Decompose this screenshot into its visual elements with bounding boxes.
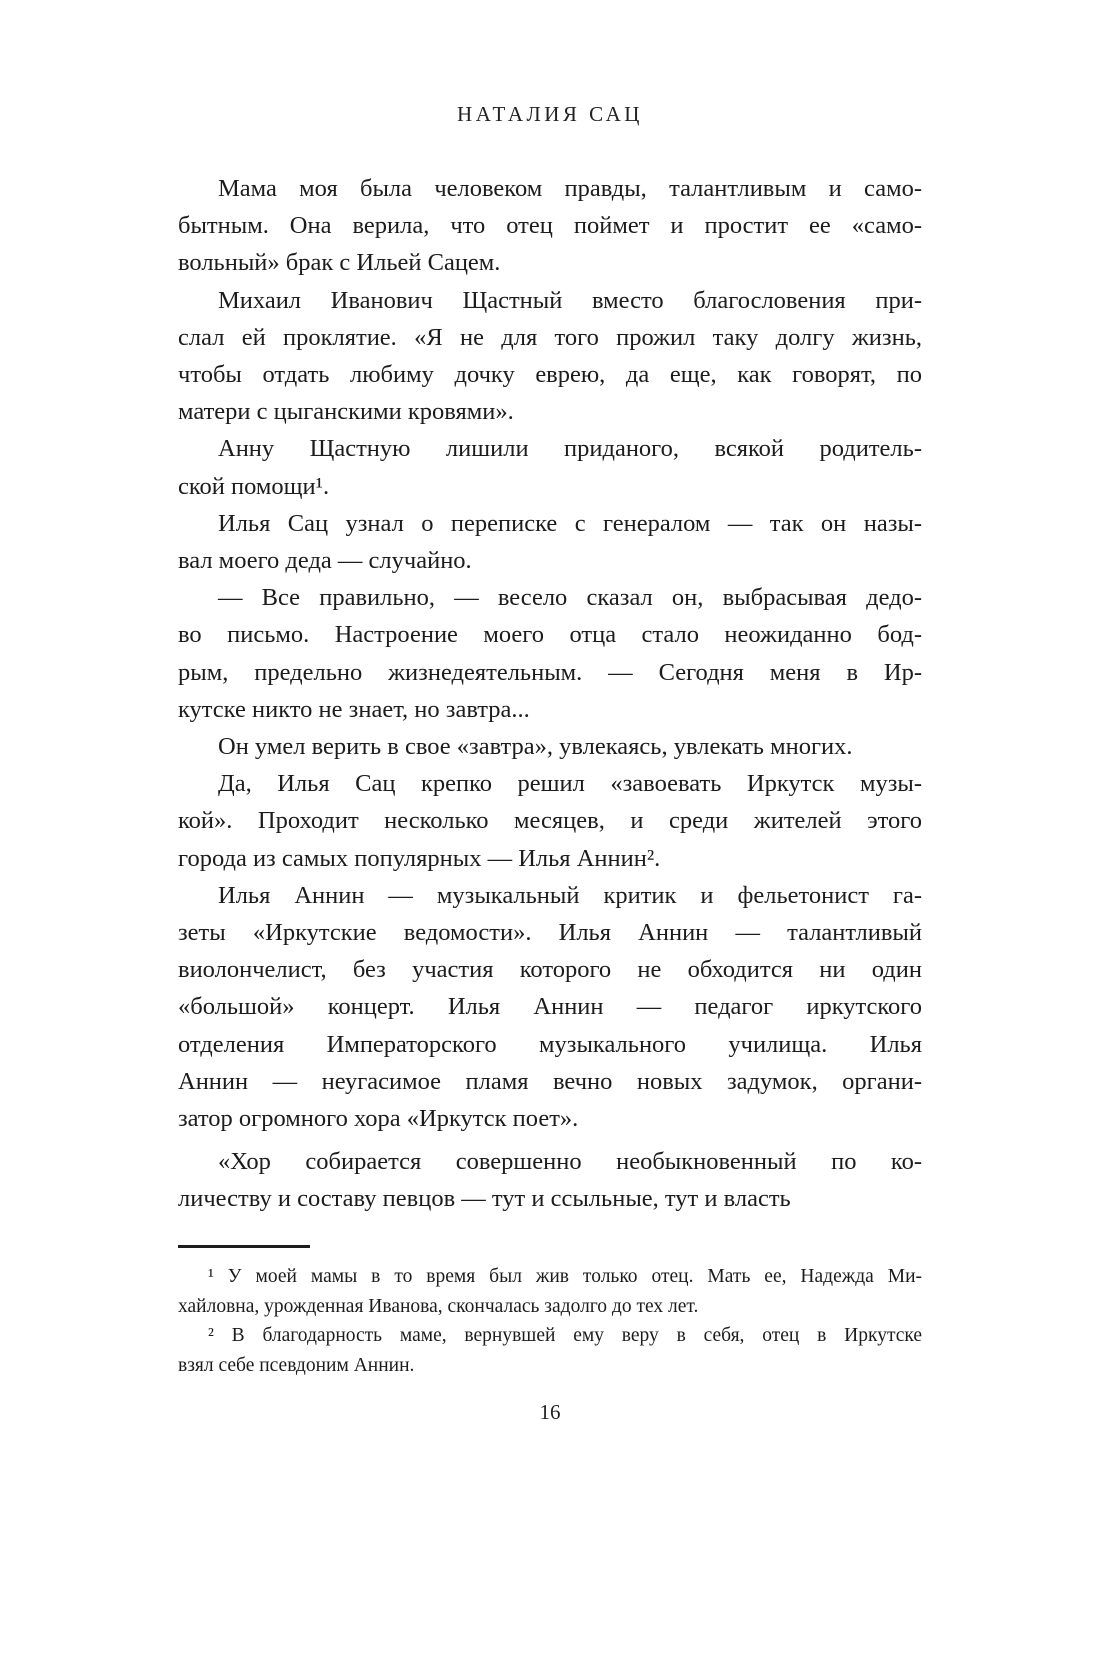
text-line: кутске никто не знает, но завтра...	[178, 695, 530, 723]
text-line: Илья Аннин — музыкальный критик и фельетонист га-	[218, 881, 922, 909]
paragraph	[178, 170, 922, 282]
text-line: — Все правильно, — весело сказал он, выбрасывая дедо-	[218, 584, 922, 612]
text-line: Илья Сац узнал о переписке с генералом — так он назы-	[218, 509, 922, 537]
text-line: во письмо. Настроение моего отца стало неожиданно бод-	[178, 621, 922, 649]
text-line: «Хор собирается совершенно необыкновенный по ко-	[218, 1148, 922, 1176]
text-line: отделения Императорского музыкального училища. Илья	[178, 1030, 922, 1058]
text-line: слал ей проклятие. «Я не для того прожил таку долгу жизнь,	[178, 323, 922, 351]
footnote-line: ¹ У моей мамы в то время был жив только отец. Мать ее, Надежда Ми-	[208, 1266, 922, 1287]
text-line: зеты «Иркутские ведомости». Илья Аннин — талантливый	[178, 919, 922, 947]
text-line: бытным. Она верила, что отец поймет и простит ее «само-	[178, 212, 922, 240]
footnote-line: хайловна, урожденная Иванова, скончалась задолго до тех лет.	[178, 1295, 699, 1317]
text-line: матери с цыганскими кровями».	[178, 398, 514, 426]
footnote-line: взял себе псевдоним Аннин.	[178, 1354, 415, 1376]
text-line: Анну Щастную лишили приданого, всякой родитель-	[218, 435, 922, 463]
page-number: 16	[539, 1400, 561, 1424]
text-line: города из самых популярных — Илья Аннин².	[178, 844, 661, 872]
text-line: ской помощи¹.	[178, 472, 330, 500]
text-line: кой». Проходит несколько месяцев, и среди жителей этого	[178, 807, 922, 835]
text-line: Михаил Иванович Щастный вместо благословения при-	[218, 286, 922, 314]
text-line: Он умел верить в свое «завтра», увлекаясь, увлекать многих.	[218, 733, 853, 761]
text-line: чтобы отдать любиму дочку еврею, да еще, как говорят, по	[178, 361, 922, 389]
text-line: «большой» концерт. Илья Аннин — педагог иркутского	[178, 993, 922, 1021]
footnote-separator	[178, 1245, 310, 1248]
paragraph	[178, 579, 922, 728]
paragraph	[178, 877, 922, 1137]
paragraph	[178, 728, 922, 765]
paragraph	[178, 505, 922, 579]
running-head: НАТАЛИЯ САЦ	[457, 102, 643, 126]
paragraph	[178, 282, 922, 431]
footnote-line: ² В благодарность маме, вернувшей ему веру в себя, отец в Иркутске	[208, 1325, 922, 1346]
text-line: рым, предельно жизнедеятельным. — Сегодня меня в Ир-	[178, 658, 922, 686]
text-line: Да, Илья Сац крепко решил «завоевать Иркутск музы-	[218, 770, 922, 798]
text-line: личеству и составу певцов — тут и ссыльные, тут и власть	[178, 1185, 791, 1213]
paragraph	[178, 765, 922, 877]
footnotes	[178, 1262, 922, 1380]
text-line: виолончелист, без участия которого не обходится ни один	[178, 956, 922, 984]
footnote	[178, 1321, 922, 1380]
text-line: вольный» брак с Ильей Сацем.	[178, 249, 501, 277]
text-line: вал моего деда — случайно.	[178, 547, 472, 575]
footnote	[178, 1262, 922, 1321]
text-line: Мама моя была человеком правды, талантливым и само-	[218, 175, 922, 202]
text-line: затор огромного хора «Иркутск поет».	[178, 1105, 579, 1133]
text-line: Аннин — неугасимое пламя вечно новых задумок, органи-	[178, 1067, 922, 1095]
body-text	[178, 170, 922, 1218]
paragraph	[178, 430, 922, 504]
paragraph	[178, 1143, 922, 1217]
